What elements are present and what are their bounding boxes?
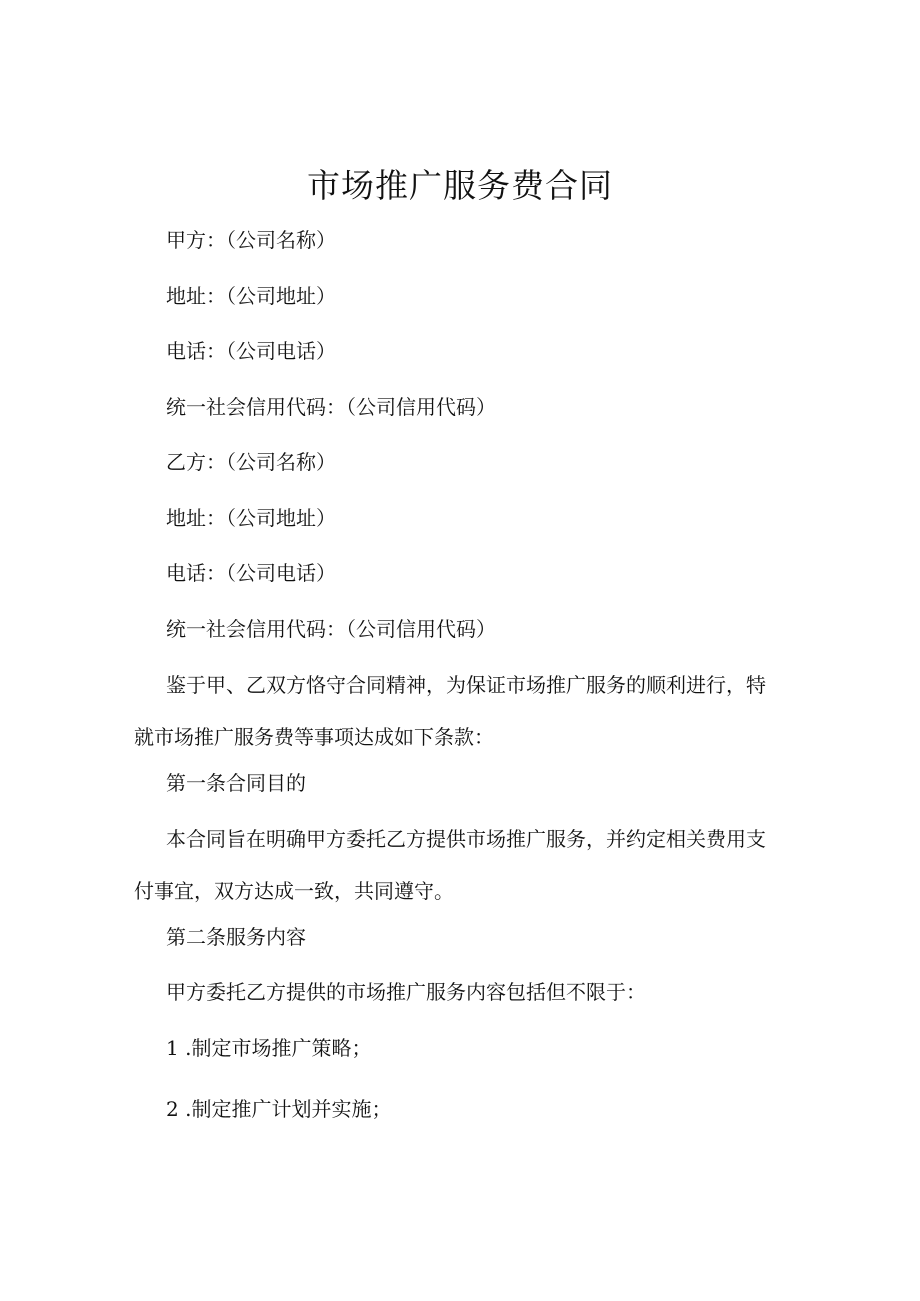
article-1-heading: 第一条合同目的: [166, 771, 306, 795]
party-a-address: 地址：（公司地址）: [166, 284, 336, 308]
service-item: 2 .制定推广计划并实施；: [166, 1097, 392, 1121]
article-1-body: 本合同旨在明确甲方委托乙方提供市场推广服务，并约定相关费用支付事宜，双方达成一致，共同遵守。: [134, 827, 766, 903]
party-b-credit-code: 统一社会信用代码：（公司信用代码）: [166, 617, 496, 641]
party-a-name: 甲方：（公司名称）: [166, 228, 336, 252]
preamble-paragraph: 鉴于甲、乙双方恪守合同精神，为保证市场推广服务的顺利进行，特就市场推广服务费等事项达成如下条款：: [134, 673, 766, 749]
article-2-intro: 甲方委托乙方提供的市场推广服务内容包括但不限于：: [166, 980, 646, 1004]
party-b-address: 地址：（公司地址）: [166, 506, 336, 530]
article-2-heading: 第二条服务内容: [166, 925, 306, 949]
party-b-phone: 电话：（公司电话）: [166, 561, 336, 585]
document-title: 市场推广服务费合同: [307, 166, 613, 205]
party-a-phone: 电话：（公司电话）: [166, 339, 336, 363]
service-item: 1 .制定市场推广策略；: [166, 1036, 372, 1060]
party-b-name: 乙方：（公司名称）: [166, 450, 336, 474]
party-a-credit-code: 统一社会信用代码：（公司信用代码）: [166, 395, 496, 419]
